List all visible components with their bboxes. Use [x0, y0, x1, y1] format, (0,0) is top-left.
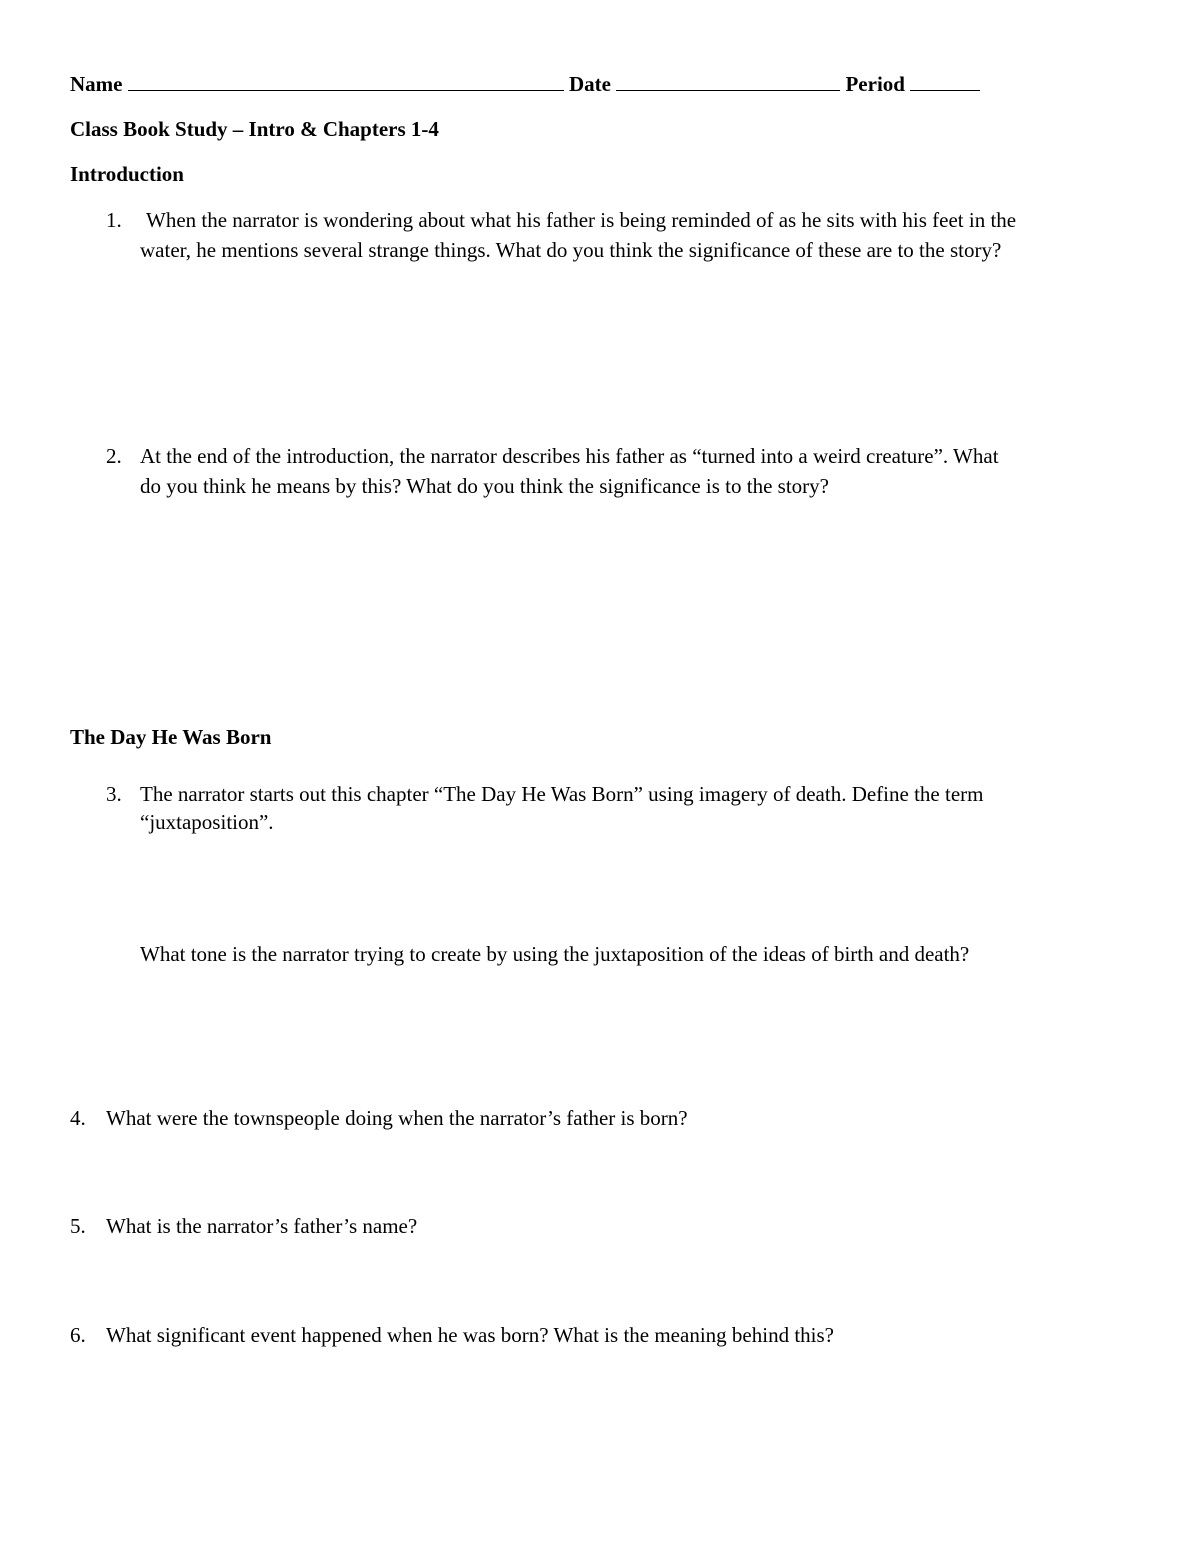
- question-text-line1: When the narrator is wondering about what his father is being reminded of as he sits with his feet in the: [146, 208, 1017, 232]
- period-label: Period: [845, 72, 905, 96]
- date-label: Date: [568, 72, 611, 96]
- question-text-line1: What were the townspeople doing when the narrator’s father is born?: [106, 1106, 688, 1130]
- question-text-line1: What significant event happened when he was born? What is the meaning behind this?: [106, 1323, 834, 1347]
- date-field-line[interactable]: [616, 89, 840, 91]
- question-2: [106, 441, 1136, 503]
- section-heading-introduction: Introduction: [70, 162, 184, 186]
- question-number: 6.: [70, 1323, 86, 1347]
- question-text-line1: The narrator starts out this chapter “The Day He Was Born” using imagery of death. Define the term: [140, 782, 984, 806]
- question-4: [70, 1103, 1070, 1135]
- question-text-line1: At the end of the introduction, the narrator describes his father as “turned into a weird creature”. What: [140, 444, 999, 468]
- question-text-line1: What is the narrator’s father’s name?: [106, 1214, 418, 1238]
- question-number: 4.: [70, 1106, 86, 1130]
- question-text-line2: water, he mentions several strange things. What do you think the significance of these are to the story?: [140, 238, 1002, 262]
- header-row: [70, 72, 980, 97]
- question-3: [106, 779, 1136, 841]
- name-label: Name: [70, 72, 123, 96]
- question-number: 5.: [70, 1214, 86, 1238]
- question-number: 2.: [106, 444, 122, 468]
- question-text-line2: do you think he means by this? What do you think the significance is to the story?: [140, 474, 829, 498]
- period-field-line[interactable]: [910, 89, 980, 91]
- question-text-line2: “juxtaposition”.: [140, 810, 274, 834]
- question-1: [106, 205, 1136, 267]
- question-3-followup: What tone is the narrator trying to create by using the juxtaposition of the ideas of birth and death?: [140, 942, 970, 966]
- section-heading-day-born: The Day He Was Born: [70, 725, 272, 749]
- question-number: 3.: [106, 782, 122, 806]
- question-5: [70, 1211, 1070, 1243]
- question-6: [70, 1320, 1070, 1352]
- question-number: 1.: [106, 208, 122, 232]
- page-title: Class Book Study – Intro & Chapters 1-4: [70, 117, 439, 141]
- name-field-line[interactable]: [128, 89, 564, 91]
